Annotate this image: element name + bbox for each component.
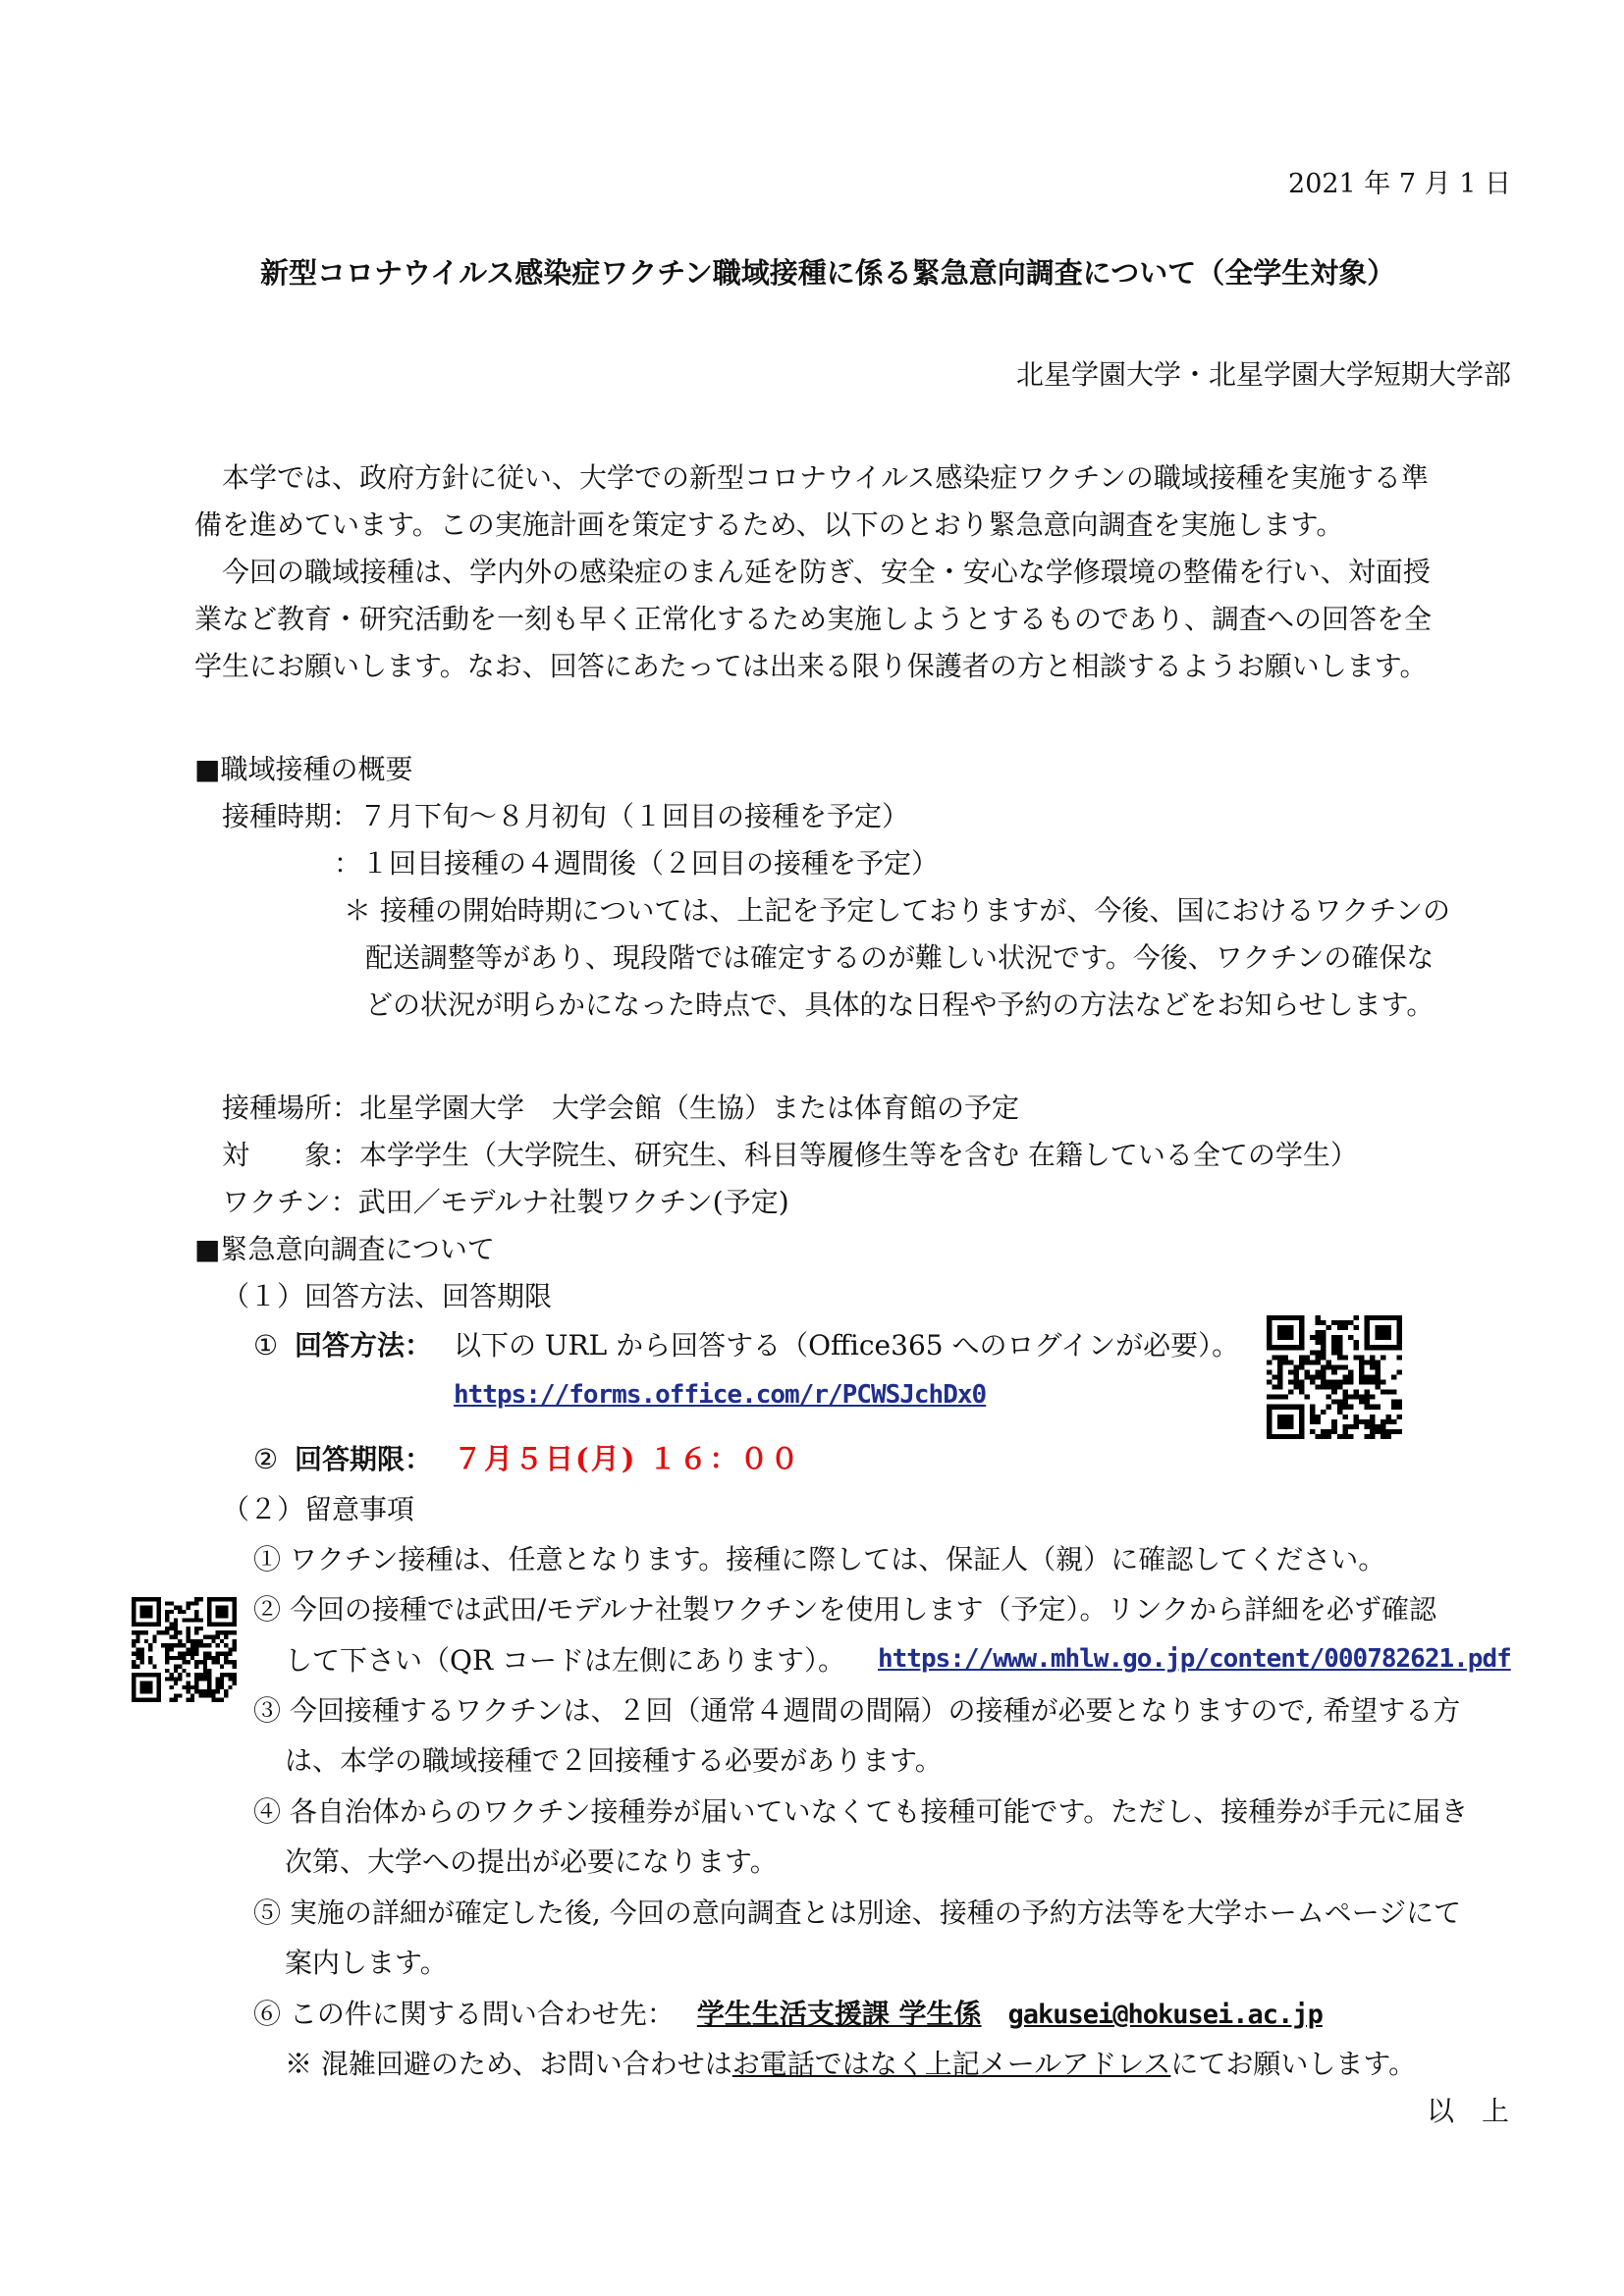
contact-prefix: ⑥ この件に関する問い合わせ先： bbox=[253, 1998, 675, 2030]
document-date: 2021 年 7 月 1 日 bbox=[1288, 169, 1511, 199]
intro-paragraph-1-line-1: 本学では、政府方針に従い、大学での新型コロナウイルス感染症ワクチンの職域接種を実施する準 bbox=[222, 461, 1429, 494]
response-deadline-number: ② bbox=[253, 1443, 279, 1475]
response-form-link[interactable]: https://forms.office.com/r/PCWSJchDx0 bbox=[454, 1380, 987, 1410]
contact-note-underlined: お電話ではなく上記メールアドレス bbox=[731, 2048, 1171, 2080]
document-title: 新型コロナウイルス感染症ワクチン職域接種に係る緊急意向調査について（全学生対象） bbox=[260, 256, 1396, 290]
mhlw-info-link[interactable]: https://www.mhlw.go.jp/content/000782621.pdf bbox=[878, 1644, 1511, 1674]
response-method-text: 以下の URL から回答する（Office365 へのログインが必要）。 bbox=[454, 1329, 1240, 1362]
overview-note-line-2: 配送調整等があり、現段階では確定するのが難しい状況です。今後、ワクチンの確保な bbox=[365, 941, 1435, 974]
survey-subheading-2: （２）留意事項 bbox=[222, 1493, 415, 1525]
issuer-name: 北星学園大学・北星学園大学短期大学部 bbox=[1015, 358, 1511, 391]
note-item-1: ① ワクチン接種は、任意となります。接種に際しては、保証人（親）に確認してください。 bbox=[253, 1543, 1386, 1575]
response-method-label: 回答方法： bbox=[295, 1329, 433, 1362]
note-item-2-line-1: ② 今回の接種では武田/モデルナ社製ワクチンを使用します（予定）。リンクから詳細を必ず確認 bbox=[253, 1593, 1436, 1626]
intro-paragraph-2-line-2: 業など教育・研究活動を一刻も早く正常化するため実施しようとするものであり、調査への回答を全 bbox=[194, 603, 1433, 635]
note-item-6 bbox=[253, 1998, 1323, 2030]
survey-subheading-1: （１）回答方法、回答期限 bbox=[222, 1280, 553, 1312]
note-item-4-line-2: 次第、大学への提出が必要になります。 bbox=[285, 1845, 778, 1878]
note-item-2-line-2: して下さい（QR コードは左側にあります）。 bbox=[285, 1644, 845, 1677]
overview-period-line-1: 接種時期：７月下旬～８月初旬（１回目の接種を予定） bbox=[222, 800, 910, 832]
note-item-3-line-1: ③ 今回接種するワクチンは、２回（通常４週間の間隔）の接種が必要となりますので, 希望する方 bbox=[253, 1694, 1461, 1727]
intro-paragraph-2-line-1: 今回の職域接種は、学内外の感染症のまん延を防ぎ、安全・安心な学修環境の整備を行い、対面授 bbox=[222, 556, 1431, 588]
mhlw-qr-code[interactable] bbox=[132, 1597, 237, 1702]
overview-place: 接種場所：北星学園大学 大学会館（生協）または体育館の予定 bbox=[222, 1092, 1020, 1124]
intro-paragraph-1-line-2: 備を進めています。この実施計画を策定するため、以下のとおり緊急意向調査を実施します。 bbox=[194, 508, 1344, 541]
response-deadline-value: ７月５日(月) １６：００ bbox=[454, 1442, 801, 1475]
note-item-5-line-2: 案内します。 bbox=[285, 1947, 448, 1979]
note-item-5-line-1: ⑤ 実施の詳細が確定した後, 今回の意向調査とは別途、接種の予約方法等を大学ホームページにて bbox=[253, 1896, 1462, 1929]
overview-heading: ■職域接種の概要 bbox=[194, 753, 413, 785]
survey-heading: ■緊急意向調査について bbox=[194, 1233, 495, 1265]
intro-paragraph-2-line-3: 学生にお願いします。なお、回答にあたっては出来る限り保護者の方と相談するようお願いします。 bbox=[194, 650, 1428, 682]
closing-mark: 以 上 bbox=[1426, 2095, 1509, 2127]
response-deadline-label: 回答期限： bbox=[295, 1443, 433, 1475]
contact-note-prefix: ※ 混雑回避のため、お問い合わせは bbox=[285, 2048, 732, 2080]
contact-email-link[interactable]: gakusei@hokusei.ac.jp bbox=[1007, 2000, 1323, 2030]
overview-note-line-1: ＊ 接種の開始時期については、上記を予定しておりますが、今後、国におけるワクチンの bbox=[344, 894, 1450, 927]
overview-vaccine: ワクチン：武田／モデルナ社製ワクチン(予定) bbox=[222, 1186, 789, 1218]
response-method-number: ① bbox=[253, 1329, 279, 1362]
overview-period-line-2: ：１回目接種の４週間後（２回目の接種を予定） bbox=[334, 847, 940, 880]
overview-note-line-3: どの状況が明らかになった時点で、具体的な日程や予約の方法などをお知らせします。 bbox=[365, 988, 1435, 1021]
overview-target: 対 象：本学学生（大学院生、研究生、科目等履修生等を含む 在籍している全ての学生） bbox=[222, 1139, 1358, 1171]
contact-note bbox=[285, 2048, 1417, 2080]
note-item-4-line-1: ④ 各自治体からのワクチン接種券が届いていなくても接種可能です。ただし、接種券が手元に届き bbox=[253, 1795, 1469, 1828]
contact-note-suffix: にてお願いします。 bbox=[1170, 2048, 1417, 2080]
note-item-3-line-2: は、本学の職域接種で２回接種する必要があります。 bbox=[285, 1744, 943, 1777]
form-qr-code[interactable] bbox=[1267, 1315, 1402, 1439]
contact-office: 学生生活支援課 学生係 bbox=[696, 1998, 982, 2030]
